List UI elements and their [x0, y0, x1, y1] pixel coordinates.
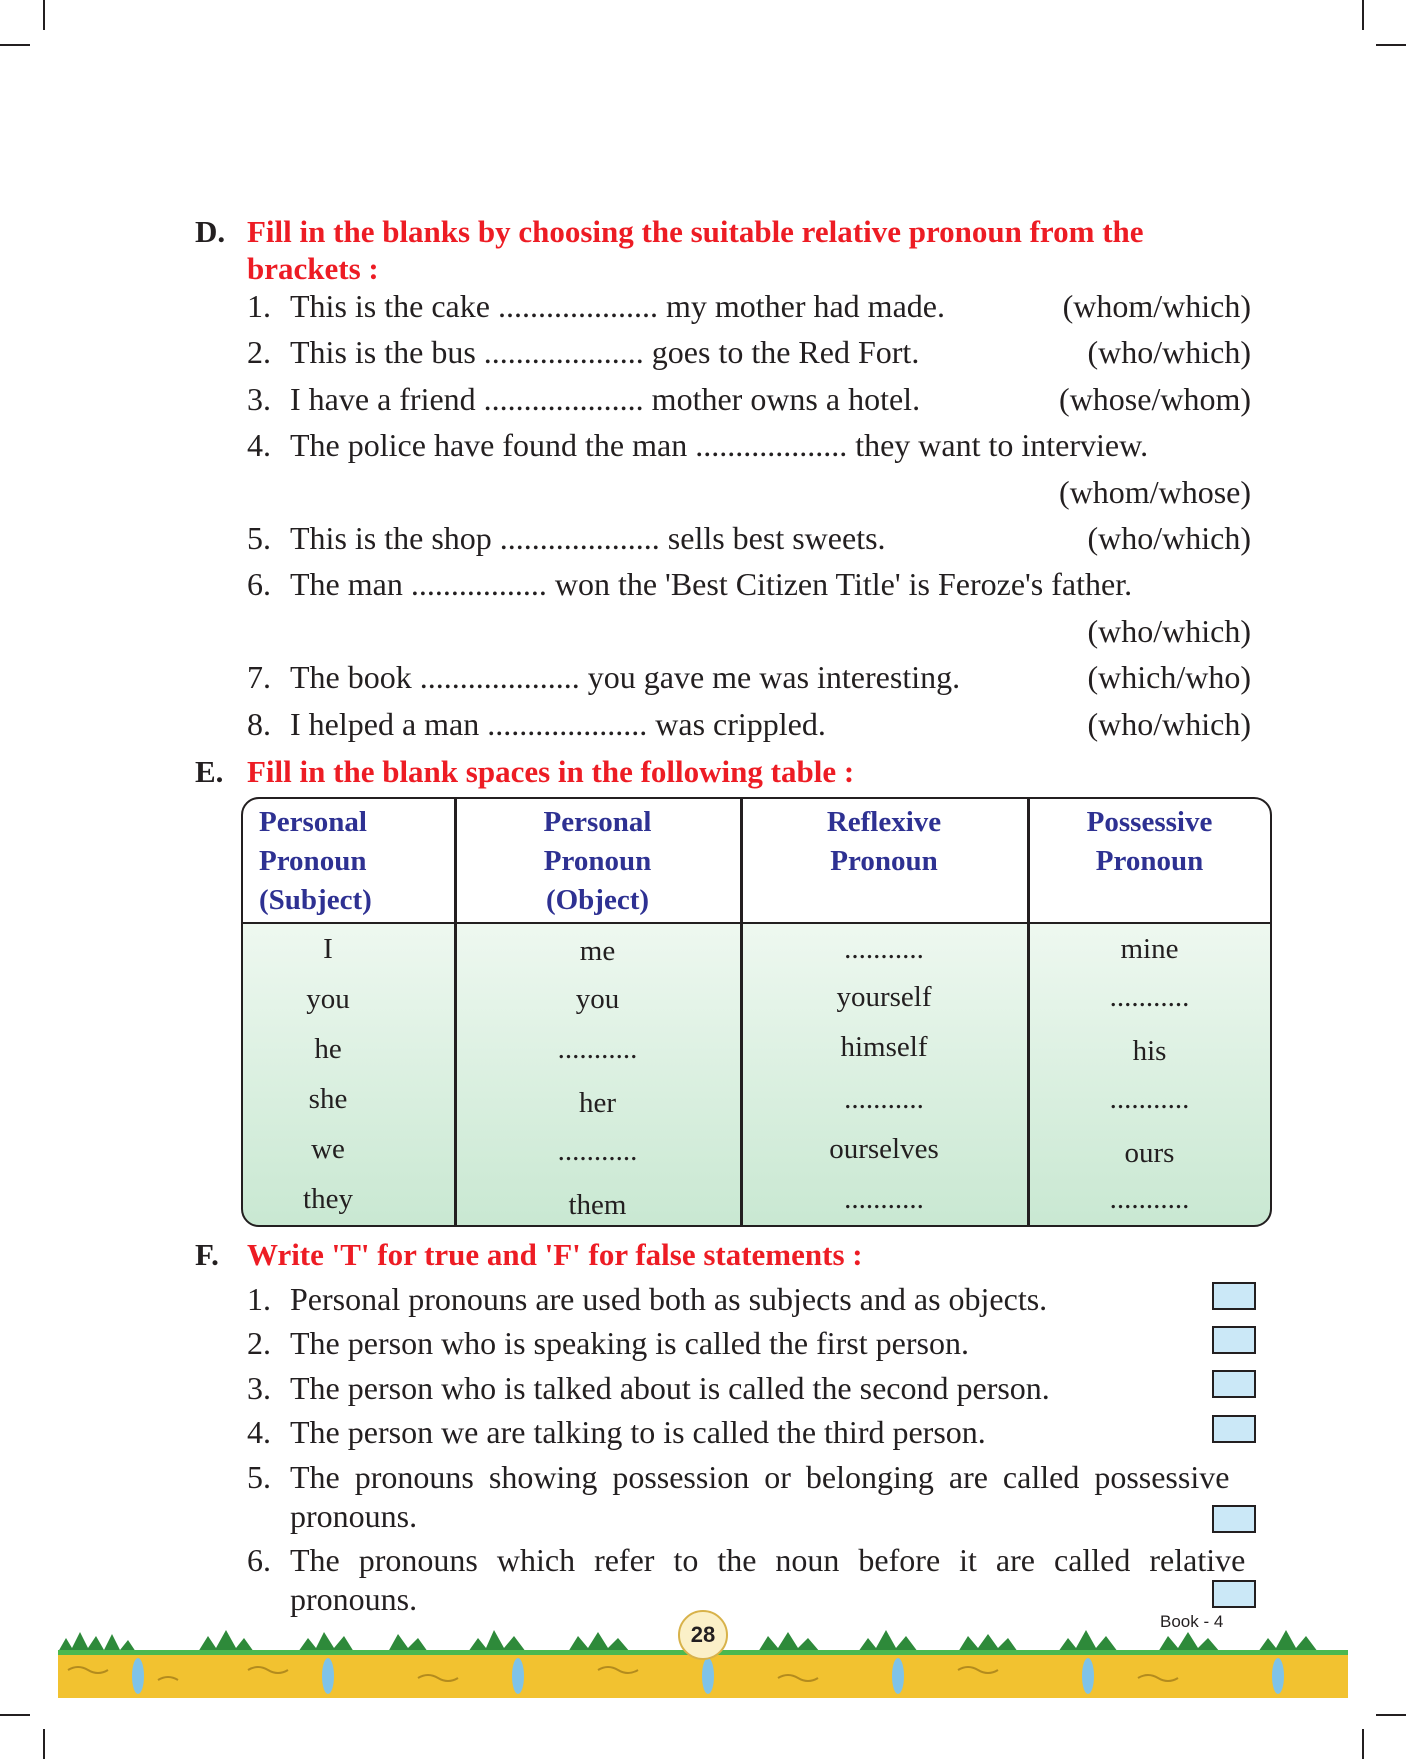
table-cell: ........... — [1109, 981, 1190, 1013]
crop-mark — [1362, 1729, 1364, 1759]
table-cell: yourself — [836, 981, 932, 1013]
list-item-text: This is the cake .................... my mother had made. — [290, 288, 945, 324]
table-cell: ........... — [844, 933, 924, 965]
list-item-text: The person who is talked about is called the second person. — [290, 1370, 1050, 1406]
table-cell: they — [303, 1183, 353, 1215]
section-f-letter: F. — [195, 1237, 219, 1272]
answer-box[interactable] — [1212, 1370, 1256, 1398]
list-item-number: 3. — [247, 1370, 271, 1406]
answer-box[interactable] — [1212, 1282, 1256, 1310]
list-item-number: 2. — [247, 334, 271, 370]
list-item-number: 7. — [247, 659, 271, 695]
list-item-text: The person who is speaking is called the first person. — [290, 1325, 969, 1361]
list-item-text-cont: pronouns. — [290, 1498, 418, 1534]
list-item-number: 5. — [247, 520, 271, 556]
list-item-text: The pronouns which refer to the noun before it are called relative — [290, 1542, 1246, 1578]
table-cell: me — [579, 935, 616, 967]
pronoun-table — [241, 797, 1272, 1227]
table-cell: ourselves — [829, 1133, 939, 1165]
table-cell: ours — [1124, 1137, 1175, 1169]
page-number: 28 — [678, 1610, 728, 1660]
table-cell: ........... — [844, 1183, 924, 1215]
list-item-number: 4. — [247, 427, 271, 463]
list-item-options: (who/which) — [1087, 613, 1251, 649]
list-item-number: 1. — [247, 288, 271, 324]
list-item-text: The police have found the man ................... they want to interview. — [290, 427, 1149, 463]
table-cell: we — [311, 1133, 345, 1165]
table-cell: you — [306, 983, 350, 1015]
table-cell: ........... — [1109, 1183, 1190, 1215]
list-item-text: The man ................. won the 'Best Citizen Title' is Feroze's father. — [290, 566, 1133, 602]
list-item-number: 8. — [247, 706, 271, 742]
table-cell: he — [314, 1033, 342, 1065]
list-item-options: (whom/which) — [1062, 288, 1251, 324]
table-cell: her — [578, 1087, 617, 1119]
list-item-options: (who/which) — [1087, 520, 1251, 556]
column-header-subject: Personal Pronoun (Subject) — [259, 806, 372, 916]
answer-box[interactable] — [1212, 1415, 1256, 1443]
section-e-letter: E. — [195, 754, 224, 789]
list-item-number: 4. — [247, 1414, 271, 1450]
list-item-options: (who/which) — [1087, 334, 1251, 370]
table-cell: she — [308, 1083, 348, 1115]
crop-mark — [0, 1714, 30, 1716]
table-cell: ........... — [557, 1033, 638, 1065]
crop-mark — [1362, 0, 1364, 30]
list-item-text: The pronouns showing possession or belonging are called possessive — [290, 1459, 1230, 1495]
answer-box[interactable] — [1212, 1580, 1256, 1608]
list-item-text: I helped a man .................... was crippled. — [290, 706, 826, 742]
crop-mark — [1376, 1714, 1406, 1716]
table-cell: them — [568, 1189, 627, 1221]
list-item-text: This is the bus .................... goes to the Red Fort. — [290, 334, 920, 370]
table-cell: you — [575, 983, 620, 1015]
table-cell: his — [1132, 1035, 1167, 1067]
list-item-text-cont: pronouns. — [290, 1581, 418, 1617]
list-item-number: 3. — [247, 381, 271, 417]
section-f-heading: Write 'T' for true and 'F' for false statements : — [247, 1237, 863, 1272]
list-item-options: (whom/whose) — [1059, 474, 1251, 510]
list-item-text: The book .................... you gave me was interesting. — [290, 659, 961, 695]
table-cell: I — [323, 933, 333, 965]
column-header-reflexive: Reflexive Pronoun — [826, 806, 942, 877]
table-cell: mine — [1120, 933, 1179, 965]
section-d-heading: Fill in the blanks by choosing the suitable relative pronoun from the — [247, 214, 1144, 249]
table-cell: ........... — [557, 1135, 638, 1167]
list-item-options: (whose/whom) — [1059, 381, 1251, 417]
list-item-number: 1. — [247, 1281, 271, 1317]
table-cell: ........... — [844, 1083, 924, 1115]
list-item-options: (which/who) — [1087, 659, 1251, 695]
table-cell: ........... — [1109, 1083, 1190, 1115]
book-label: Book - 4 — [1160, 1612, 1224, 1631]
list-item-number: 5. — [247, 1459, 271, 1495]
list-item-text: I have a friend .................... mother owns a hotel. — [290, 381, 921, 417]
list-item-number: 6. — [247, 566, 271, 602]
crop-mark — [43, 0, 45, 30]
list-item-number: 6. — [247, 1542, 271, 1578]
section-d-heading-cont: brackets : — [247, 251, 379, 286]
crop-mark — [1376, 44, 1406, 46]
list-item-text: Personal pronouns are used both as subjects and as objects. — [290, 1281, 1048, 1317]
crop-mark — [43, 1729, 45, 1759]
answer-box[interactable] — [1212, 1505, 1256, 1533]
list-item-text: This is the shop .................... sells best sweets. — [290, 520, 886, 556]
table-cell: himself — [840, 1031, 928, 1063]
section-d-letter: D. — [195, 214, 226, 249]
list-item-options: (who/which) — [1087, 706, 1251, 742]
column-header-object: Personal Pronoun (Object) — [543, 806, 652, 916]
answer-box[interactable] — [1212, 1326, 1256, 1354]
section-e-heading: Fill in the blank spaces in the following table : — [247, 754, 855, 789]
list-item-number: 2. — [247, 1325, 271, 1361]
column-header-possessive: Possessive Pronoun — [1086, 806, 1213, 877]
list-item-text: The person we are talking to is called the third person. — [290, 1414, 986, 1450]
crop-mark — [0, 44, 30, 46]
